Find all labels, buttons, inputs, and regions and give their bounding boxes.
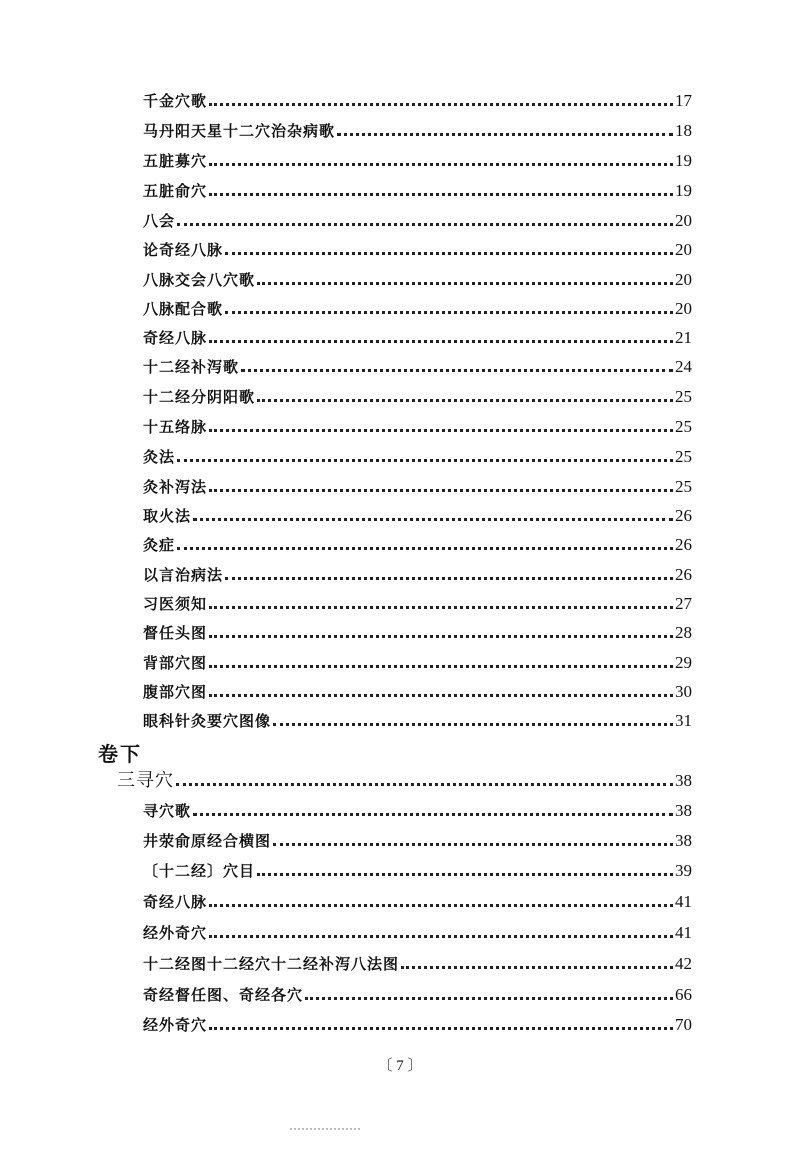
- entry-title: 奇经八脉: [143, 893, 208, 911]
- entry-title: 十五络脉: [143, 418, 208, 436]
- entry-page: 41: [675, 892, 692, 911]
- dot-leader: [337, 133, 673, 136]
- entry-title: 取火法: [143, 507, 192, 525]
- toc-entry[interactable]: [143, 591, 695, 613]
- dot-leader: [257, 399, 673, 402]
- dot-leader: [209, 1027, 673, 1030]
- entry-title: 经外奇穴: [143, 1016, 208, 1034]
- toc-entry[interactable]: [143, 178, 695, 200]
- toc-entry[interactable]: [143, 920, 695, 942]
- toc-entry[interactable]: [143, 798, 695, 820]
- toc-entry[interactable]: [143, 503, 695, 525]
- toc-entry[interactable]: [143, 444, 695, 466]
- dot-leader: [209, 694, 673, 697]
- entry-title: 经外奇穴: [143, 924, 208, 942]
- entry-page: 20: [675, 299, 692, 318]
- section-heading: 卷下: [98, 742, 142, 766]
- entry-title: 背部穴图: [143, 654, 208, 672]
- entry-page: 28: [675, 623, 692, 642]
- entry-page: 24: [675, 357, 692, 376]
- toc-entry[interactable]: [143, 118, 695, 140]
- dot-leader: [209, 163, 673, 166]
- entry-title: 马丹阳天星十二穴治杂病歌: [143, 122, 336, 140]
- dot-leader: [177, 547, 673, 550]
- toc-entry[interactable]: [143, 88, 695, 110]
- dot-leader: [305, 997, 673, 1000]
- toc-entry[interactable]: [143, 267, 695, 289]
- entry-page: 38: [675, 831, 692, 850]
- entry-page: 31: [675, 711, 692, 730]
- dot-leader: [401, 966, 673, 969]
- dot-leader: [209, 340, 673, 343]
- entry-page: 26: [675, 565, 692, 584]
- entry-title: 十二经图十二经穴十二经补泻八法图: [143, 955, 400, 973]
- entry-title: 以言治病法: [143, 566, 224, 584]
- entry-page: 70: [675, 1015, 692, 1034]
- dot-leader: [209, 635, 673, 638]
- entry-title: 寻穴歌: [143, 802, 192, 820]
- entry-page: 20: [675, 211, 692, 230]
- chapter-page: 38: [675, 771, 692, 790]
- entry-page: 25: [675, 417, 692, 436]
- dot-leader: [177, 223, 673, 226]
- entry-page: 26: [675, 535, 692, 554]
- entry-title: 五脏俞穴: [143, 182, 208, 200]
- entry-page: 21: [675, 328, 692, 347]
- dot-leader: [273, 723, 673, 726]
- entry-page: 39: [675, 861, 692, 880]
- entry-page: 26: [675, 506, 692, 525]
- scan-smudge: [290, 1126, 360, 1130]
- entry-page: 42: [675, 954, 692, 973]
- toc-entry[interactable]: [143, 982, 695, 1004]
- entry-title: 奇经督任图、奇经各穴: [143, 986, 304, 1004]
- toc-entry[interactable]: [143, 679, 695, 701]
- toc-entry[interactable]: [143, 620, 695, 642]
- dot-leader: [257, 873, 673, 876]
- toc-entry[interactable]: [143, 414, 695, 436]
- toc-entry[interactable]: [143, 354, 695, 376]
- dot-leader: [225, 252, 673, 255]
- page-number: 〔 7 〕: [377, 1058, 423, 1074]
- dot-leader: [209, 193, 673, 196]
- dot-leader: [257, 282, 673, 285]
- entry-title: 奇经八脉: [143, 329, 208, 347]
- entry-page: 29: [675, 653, 692, 672]
- dot-leader: [209, 935, 673, 938]
- entry-title: 灸症: [143, 536, 176, 554]
- entry-title: 井荥俞原经合横图: [143, 832, 272, 850]
- entry-page: 19: [675, 181, 692, 200]
- toc-entry[interactable]: [143, 148, 695, 170]
- entry-title: 八会: [143, 212, 176, 230]
- entry-page: 20: [675, 240, 692, 259]
- dot-leader: [176, 783, 673, 786]
- entry-page: 18: [675, 121, 692, 140]
- entry-page: 30: [675, 682, 692, 701]
- dot-leader: [193, 813, 673, 816]
- entry-title: 习医须知: [143, 595, 208, 613]
- toc-entry[interactable]: [143, 1012, 695, 1034]
- entry-page: 66: [675, 985, 692, 1004]
- entry-title: 八脉配合歌: [143, 300, 224, 318]
- toc-entry[interactable]: [143, 474, 695, 496]
- toc-entry[interactable]: [143, 532, 695, 554]
- dot-leader: [193, 518, 673, 521]
- dot-leader: [209, 606, 673, 609]
- entry-page: 38: [675, 801, 692, 820]
- dot-leader: [177, 459, 673, 462]
- entry-page: 25: [675, 387, 692, 406]
- dot-leader: [209, 665, 673, 668]
- entry-title: 灸补泻法: [143, 478, 208, 496]
- toc-entry[interactable]: [143, 384, 695, 406]
- dot-leader: [209, 103, 673, 106]
- dot-leader: [209, 489, 673, 492]
- toc-entry[interactable]: [143, 858, 695, 880]
- entry-title: 灸法: [143, 448, 176, 466]
- entry-title: 眼科针灸要穴图像: [143, 712, 272, 730]
- entry-page: 41: [675, 923, 692, 942]
- entry-title: 论奇经八脉: [143, 241, 224, 259]
- toc-entry[interactable]: [143, 708, 695, 730]
- toc-entry[interactable]: [143, 296, 695, 318]
- entry-page: 25: [675, 477, 692, 496]
- chapter-title: 三寻穴: [117, 770, 174, 791]
- toc-entry[interactable]: [143, 208, 695, 230]
- dot-leader: [273, 843, 673, 846]
- toc-entry[interactable]: [143, 889, 695, 911]
- entry-title: 〔十二经〕穴目: [143, 862, 256, 880]
- entry-page: 27: [675, 594, 692, 613]
- entry-title: 八脉交会八穴歌: [143, 271, 256, 289]
- dot-leader: [209, 429, 673, 432]
- entry-page: 25: [675, 447, 692, 466]
- entry-title: 千金穴歌: [143, 92, 208, 110]
- entry-title: 腹部穴图: [143, 683, 208, 701]
- toc-entry[interactable]: [143, 951, 695, 973]
- dot-leader: [209, 904, 673, 907]
- toc-entry[interactable]: [143, 562, 695, 584]
- dot-leader: [225, 577, 673, 580]
- entry-page: 20: [675, 270, 692, 289]
- entry-title: 十二经补泻歌: [143, 358, 240, 376]
- entry-page: 19: [675, 151, 692, 170]
- dot-leader: [225, 311, 673, 314]
- toc-chapter[interactable]: [117, 768, 695, 790]
- entry-page: 17: [675, 91, 692, 110]
- toc-entry[interactable]: [143, 828, 695, 850]
- toc-entry[interactable]: [143, 237, 695, 259]
- toc-entry[interactable]: [143, 325, 695, 347]
- entry-title: 督任头图: [143, 624, 208, 642]
- entry-title: 五脏募穴: [143, 152, 208, 170]
- toc-entry[interactable]: [143, 650, 695, 672]
- entry-title: 十二经分阴阳歌: [143, 388, 256, 406]
- dot-leader: [241, 369, 673, 372]
